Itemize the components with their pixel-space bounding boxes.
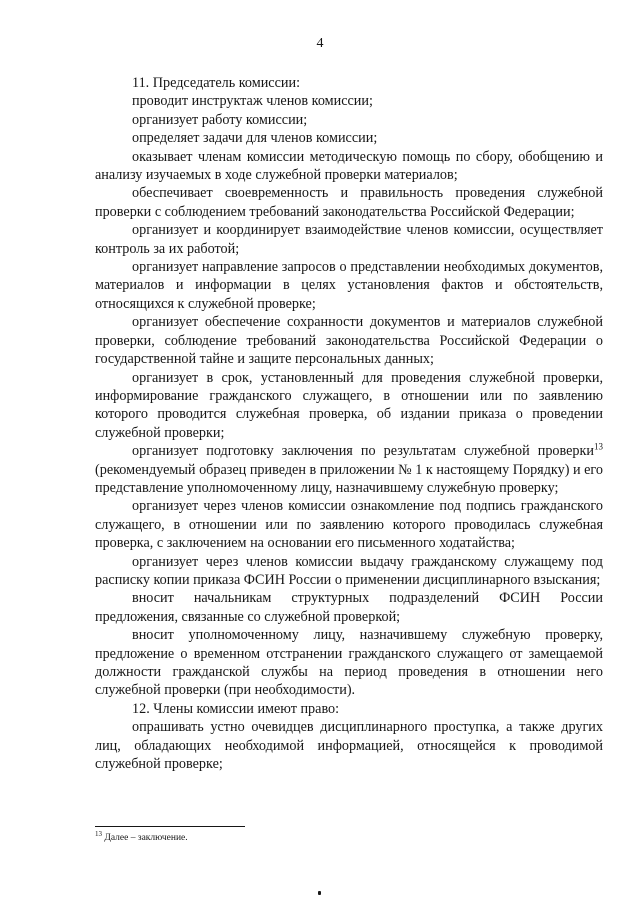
paragraph: вносит начальникам структурных подразделений ФСИН России предложения, связанные со служебной проверкой; [95, 590, 603, 625]
footnote-text: Далее – заключение. [102, 833, 188, 843]
paragraph: организует направление запросов о представлении необходимых документов, материалов и информации в целях установления фактов и обстоятельств, относящихся к служебной проверке; [95, 259, 603, 312]
paragraph: организует через членов комиссии выдачу гражданскому служащему под расписку копии приказа ФСИН России о применении дисциплинарного взыскания; [95, 553, 603, 588]
page-number: 4 [316, 36, 324, 51]
section-heading-12: 12. Члены комиссии имеют право: [132, 700, 340, 717]
footnote-reference: 13 [594, 441, 603, 452]
paragraph: организует обеспечение сохранности документов и материалов служебной проверки, соблюдение требований законодательства Российской Федерации о государственной тайне и защите персональных данных; [95, 314, 603, 368]
footnote-separator [95, 826, 245, 827]
footnote [95, 829, 188, 844]
section-heading-11: 11. Председатель комиссии: [132, 75, 301, 91]
scan-speck [318, 891, 321, 895]
paragraph: оказывает членам комиссии методическую помощь по сбору, обобщению и анализу изучаемых в ходе служебной проверки материалов; [95, 148, 603, 184]
paragraph: обеспечивает своевременность и правильность проведения служебной проверки с соблюдением требований законодательства Российской Федерации; [95, 185, 603, 220]
paragraph: опрашивать устно очевидцев дисциплинарного проступка, а также других лиц, обладающих необходимой информацией, относящейся к проводимой служебной проверке; [95, 719, 603, 773]
paragraph: организует и координирует взаимодействие членов комиссии, осуществляет контроль за их работой; [95, 222, 603, 257]
footnote-number: 13 [95, 829, 102, 838]
conclusion-text-continued: (рекомендуемый образец приведен в приложении № 1 к настоящему Порядку) и его представление уполномоченному лицу, назначившему служебную проверку; [95, 461, 603, 496]
paragraph: определяет задачи для членов комиссии; [132, 130, 378, 147]
paragraph-conclusion [95, 442, 603, 497]
paragraph: вносит уполномоченному лицу, назначившему служебную проверку, предложение о временном отстранении гражданского служащего от замещаемой должности гражданской службы на период проведения в отношении него служебной проверки (при необходимости). [95, 627, 603, 699]
conclusion-text: организует подготовку заключения по результатам служебной проверки [132, 443, 594, 460]
document-body [95, 74, 603, 773]
paragraph: проводит инструктаж членов комиссии; [132, 93, 373, 110]
paragraph: организует через членов комиссии ознакомление под подпись гражданского служащего, в отношении или по заявлению которого проводилась служебная проверка, с заключением на основании его письменного ходатайства; [95, 498, 603, 552]
paragraph: организует в срок, установленный для проведения служебной проверки, информирование гражданского служащего, в отношении или по заявлению которого проводится служебная проверка, об издании приказа о проведении служебной проверки; [95, 369, 603, 441]
paragraph: организует работу комиссии; [132, 111, 308, 128]
